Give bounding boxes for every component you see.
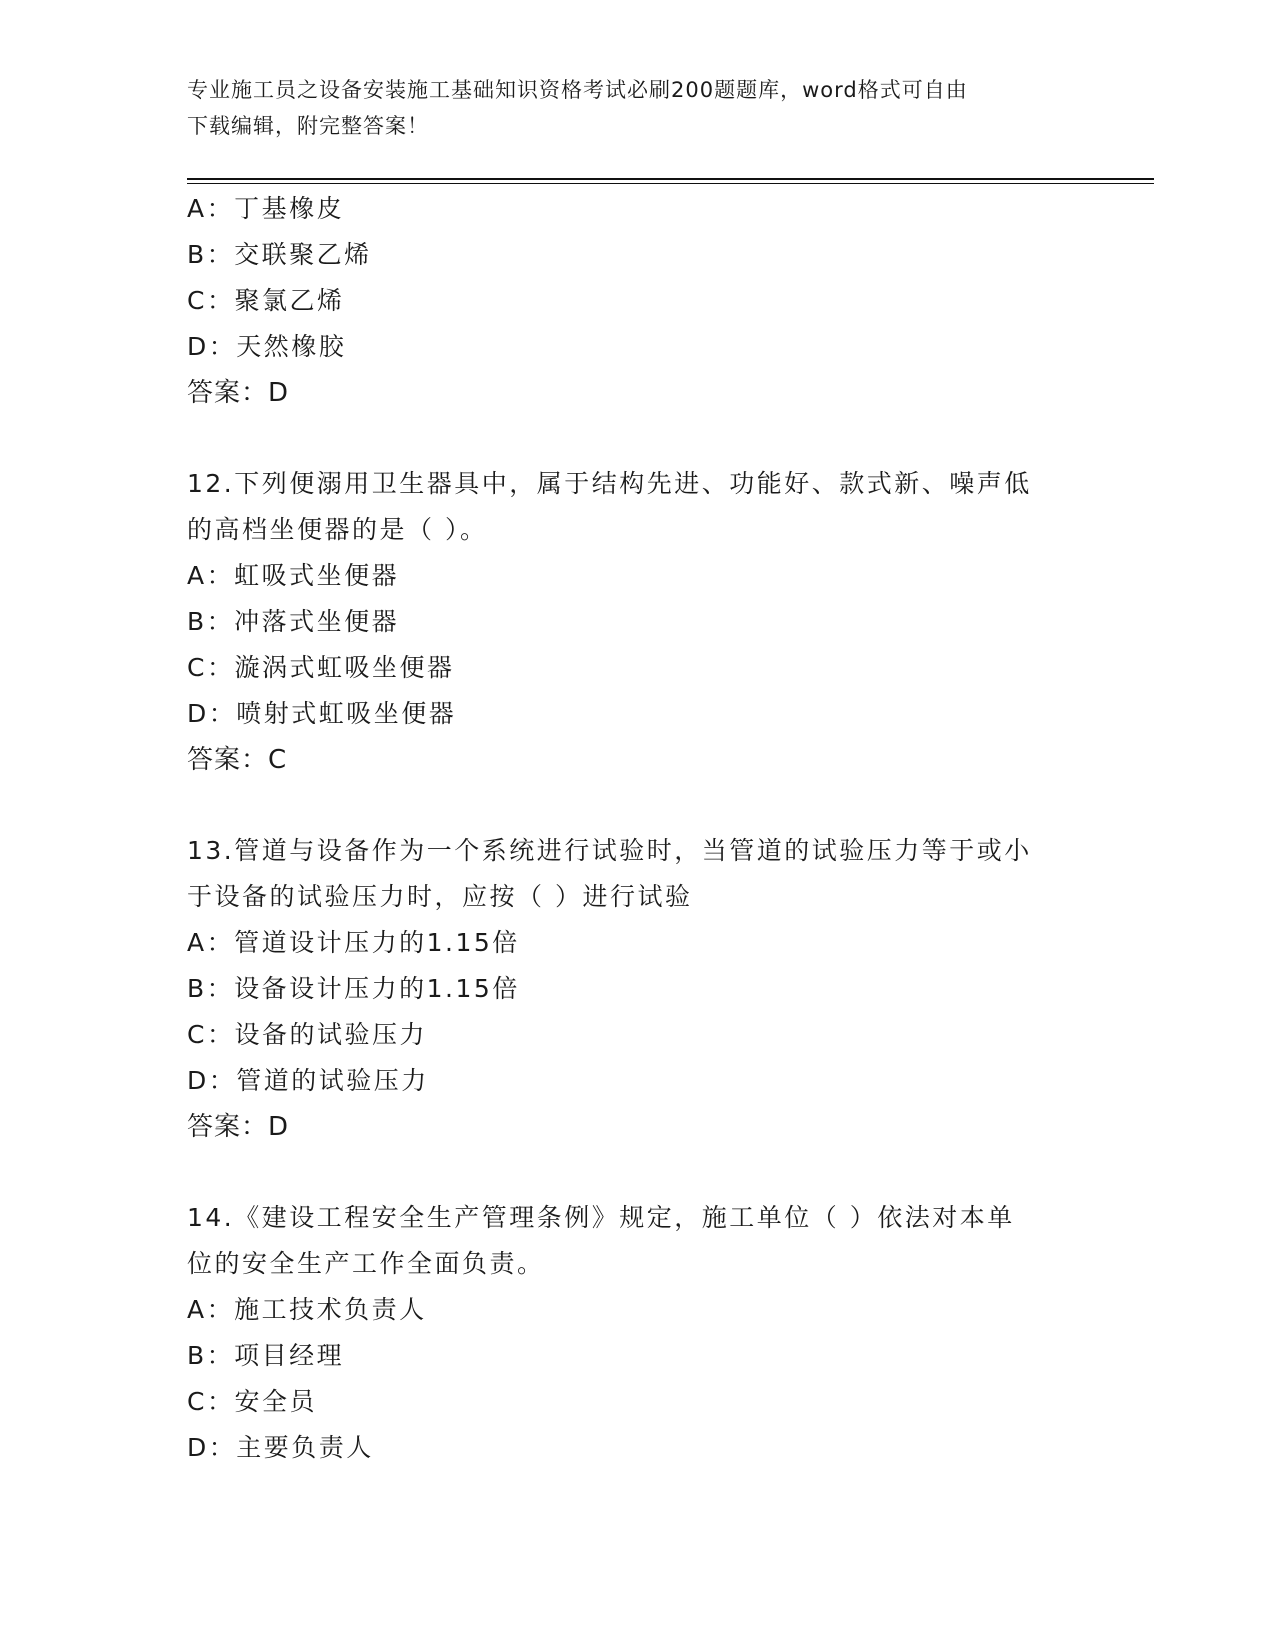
- header-line-1: 专业施工员之设备安装施工基础知识资格考试必刷200题题库，word格式可自由: [187, 78, 968, 102]
- answer-line: 答案：C: [187, 745, 288, 775]
- option-a: A：施工技术负责人: [187, 1295, 427, 1324]
- question-block-12: [187, 461, 1087, 783]
- question-stem-line-2: 的高档坐便器的是（ ）。: [187, 515, 488, 544]
- option-b: B：设备设计压力的1.15倍: [187, 974, 520, 1003]
- option-a: A：虹吸式坐便器: [187, 561, 400, 590]
- option-d: D：主要负责人: [187, 1433, 374, 1462]
- option-c: C：聚氯乙烯: [187, 286, 345, 315]
- header-rule-thin: [187, 183, 1154, 184]
- option-b: B：项目经理: [187, 1341, 345, 1370]
- answer-line: 答案：D: [187, 378, 290, 408]
- question-block-14: [187, 1195, 1087, 1471]
- question-stem-line-1: 12.下列便溺用卫生器具中，属于结构先进、功能好、款式新、噪声低: [187, 469, 1032, 498]
- option-a: A：丁基橡皮: [187, 194, 345, 223]
- question-stem-line-2: 位的安全生产工作全面负责。: [187, 1249, 545, 1278]
- header-line-2: 下载编辑，附完整答案！: [187, 114, 429, 138]
- option-a: A：管道设计压力的1.15倍: [187, 928, 520, 957]
- option-c: C：设备的试验压力: [187, 1020, 427, 1049]
- header-rule-thick: [187, 178, 1154, 180]
- option-c: C：安全员: [187, 1387, 317, 1416]
- question-stem-line-1: 14.《建设工程安全生产管理条例》规定，施工单位（ ）依法对本单: [187, 1203, 1015, 1232]
- question-list: [187, 186, 1087, 1471]
- answer-line: 答案：D: [187, 1112, 290, 1142]
- question-block-13: [187, 828, 1087, 1150]
- question-block-11: [187, 186, 1087, 416]
- option-b: B：冲落式坐便器: [187, 607, 400, 636]
- question-stem-line-1: 13.管道与设备作为一个系统进行试验时，当管道的试验压力等于或小: [187, 836, 1032, 865]
- option-d: D：喷射式虹吸坐便器: [187, 699, 457, 728]
- option-b: B：交联聚乙烯: [187, 240, 372, 269]
- option-d: D：天然橡胶: [187, 332, 347, 361]
- option-c: C：漩涡式虹吸坐便器: [187, 653, 455, 682]
- question-stem-line-2: 于设备的试验压力时，应按（ ）进行试验: [187, 882, 693, 911]
- option-d: D：管道的试验压力: [187, 1066, 429, 1095]
- document-header: [187, 72, 1087, 144]
